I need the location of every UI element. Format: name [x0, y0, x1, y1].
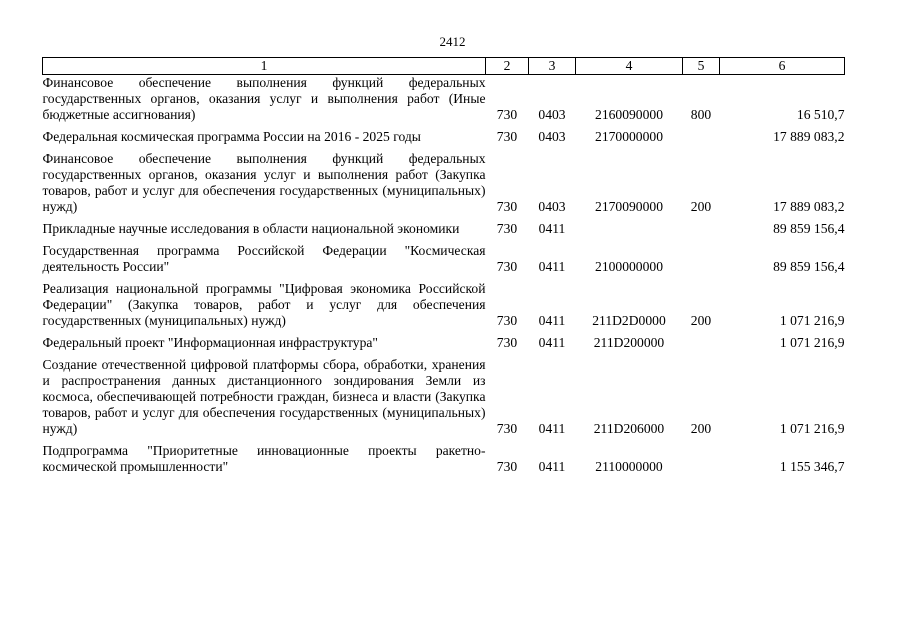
row-amount: 17 889 083,2	[773, 199, 845, 214]
row-amount: 89 859 156,4	[773, 259, 845, 274]
table-row	[43, 75, 845, 124]
row-amount: 1 071 216,9	[779, 335, 845, 350]
table-row	[43, 145, 845, 215]
row-name: Реализация национальной программы "Цифровая экономика Российской Федерации" (Закупка товаров, работ и услуг для обеспечения государственных (муниципальных) нужд)	[42, 281, 486, 328]
column-header-row	[43, 58, 845, 75]
row-expense-type	[683, 123, 720, 145]
row-amount: 1 071 216,9	[779, 313, 845, 328]
row-name: Финансовое обеспечение выполнения функций федеральных государственных органов, оказания услуг и выполнения работ (Закупка товаров, работ и услуг для обеспечения государственных (муниципальных) нужд)	[42, 151, 486, 214]
row-expense-type	[683, 329, 720, 351]
column-header-expense-type: 5	[683, 58, 720, 75]
row-target-code: 211D200000	[593, 335, 665, 350]
row-amount: 17 889 083,2	[773, 129, 845, 144]
row-target-code: 2170000000	[595, 129, 663, 144]
row-expense-type	[683, 215, 720, 237]
row-ministry-code: 730	[496, 335, 518, 350]
row-section-code: 0411	[538, 259, 566, 274]
table-row	[43, 275, 845, 329]
row-name: Прикладные научные исследования в области национальной экономики	[42, 221, 460, 236]
row-expense-type: 800	[690, 107, 712, 122]
row-name: Государственная программа Российской Федерации "Космическая деятельность России"	[42, 243, 486, 274]
row-ministry-code: 730	[496, 421, 518, 436]
row-section-code: 0411	[538, 459, 566, 474]
row-name: Создание отечественной цифровой платформы сбора, обработки, хранения и распространения данных дистанционного зондирования Земли из космоса, обеспечивающей потребности граждан, бизнеса и власти (Закупка товаров, работ и услуг для обеспечения государственных (муниципальных) нужд)	[42, 357, 486, 436]
row-section-code: 0411	[538, 421, 566, 436]
row-section-code: 0411	[538, 221, 566, 236]
row-ministry-code: 730	[496, 129, 518, 144]
row-target-code: 2110000000	[595, 459, 663, 474]
table-row	[43, 237, 845, 275]
row-target-code: 2170090000	[595, 199, 663, 214]
row-amount: 1 155 346,7	[779, 459, 845, 474]
row-target-code: 2100000000	[595, 259, 663, 274]
row-expense-type: 200	[690, 421, 712, 436]
row-ministry-code: 730	[496, 199, 518, 214]
column-header-amount: 6	[720, 58, 845, 75]
row-ministry-code: 730	[496, 259, 518, 274]
row-target-code: 2160090000	[595, 107, 663, 122]
table-row	[43, 123, 845, 145]
row-section-code: 0411	[538, 313, 566, 328]
column-header-name: 1	[43, 58, 486, 75]
table-row	[43, 329, 845, 351]
row-name: Федеральная космическая программа России на 2016 - 2025 годы	[42, 129, 421, 144]
row-name: Федеральный проект "Информационная инфраструктура"	[42, 335, 378, 350]
column-header-target: 4	[576, 58, 683, 75]
row-expense-type: 200	[690, 313, 712, 328]
row-amount: 89 859 156,4	[773, 221, 845, 236]
row-ministry-code: 730	[496, 459, 518, 474]
row-amount: 1 071 216,9	[779, 421, 845, 436]
row-section-code: 0411	[538, 335, 566, 350]
row-expense-type	[683, 237, 720, 275]
row-name: Подпрограмма "Приоритетные инновационные проекты ракетно-космической промышленности"	[42, 443, 486, 474]
table-row	[43, 215, 845, 237]
table-row	[43, 437, 845, 475]
row-expense-type	[683, 437, 720, 475]
row-expense-type: 200	[690, 199, 712, 214]
row-section-code: 0403	[538, 107, 566, 122]
page-number: 2412	[439, 34, 466, 49]
row-target-code: 211D2D0000	[592, 313, 666, 328]
budget-table	[42, 57, 845, 475]
row-name: Финансовое обеспечение выполнения функций федеральных государственных органов, оказания услуг и выполнения работ (Иные бюджетные ассигнования)	[42, 75, 486, 122]
row-section-code: 0403	[538, 129, 566, 144]
row-amount: 16 510,7	[796, 107, 845, 122]
row-section-code: 0403	[538, 199, 566, 214]
column-header-ministry: 2	[486, 58, 529, 75]
column-header-section: 3	[529, 58, 576, 75]
row-target-code	[576, 215, 683, 237]
row-ministry-code: 730	[496, 313, 518, 328]
table-body	[43, 75, 845, 476]
table-row	[43, 351, 845, 437]
row-ministry-code: 730	[496, 107, 518, 122]
row-ministry-code: 730	[496, 221, 518, 236]
row-target-code: 211D206000	[593, 421, 665, 436]
